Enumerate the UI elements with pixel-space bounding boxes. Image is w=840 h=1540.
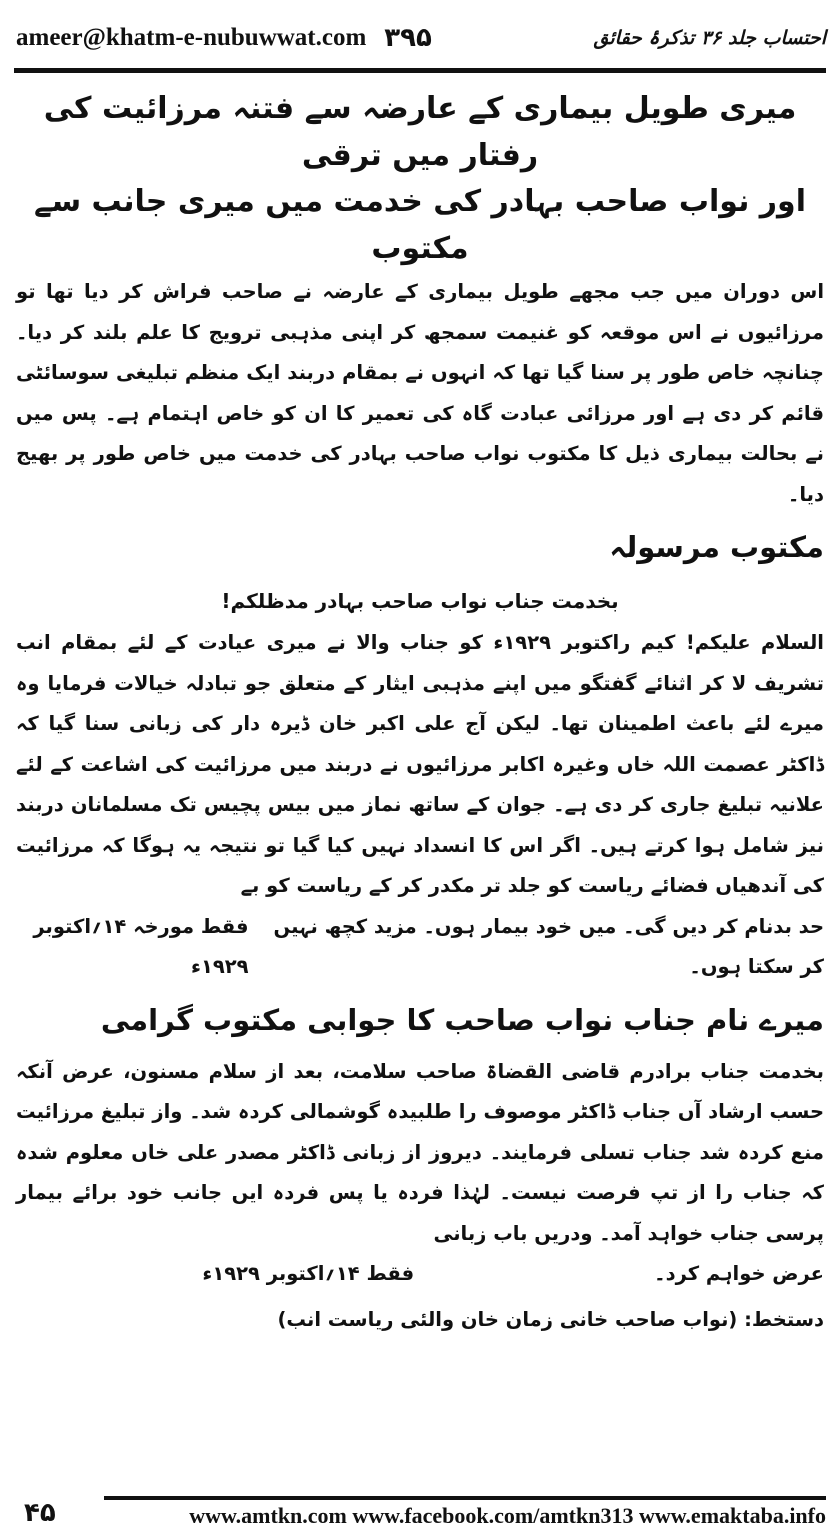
letter-heading: مکتوب مرسولہ — [609, 530, 824, 564]
title-line-2: اور نواب صاحب بہادر کی خدمت میں میری جانب سے مکتوب — [34, 184, 806, 266]
page-footer — [14, 1494, 826, 1532]
letter-salutation: بخدمت جناب نواب صاحب بہادر مدظلکم! — [221, 589, 619, 613]
running-title: احتساب جلد ۳۶ تذکرۂ حقائق — [593, 27, 826, 49]
page-header — [16, 14, 826, 62]
reply-body: بخدمت جناب برادرم قاضی القضاۃ صاحب سلامت، بعد از سلام مسنون، عرض آنکہ حسب ارشاد آں جناب ڈاکٹر موصوف را طلبیدہ گوشمالی کردہ شد۔ واز تبلیغ مرزائیت منع کردہ شد جناب تسلی فرمایند۔ دیروز از زبانی ڈاکٹر مصدر علی خاں معلوم شدہ کہ جناب را از تپ فرصت نیست۔ لہٰذا فردہ یا پس فردہ ایں جانب خود برائے بیمار پرسی جناب خواہد آمد۔ ودریں باب زبانی — [16, 1059, 824, 1245]
header-left — [16, 23, 432, 53]
intro-paragraph: اس دوران میں جب مجھے طویل بیماری کے عارضہ نے صاحب فراش کر دیا تھا تو مرزائیوں نے اس موقعہ کو غنیمت سمجھ کر اپنی مذہبی ترویج کا علم بلند کر دیا۔ چنانچہ خاص طور پر سنا گیا تھا کہ انہوں نے بمقام دربند ایک منظم تبلیغی سوسائٹی قائم کر دی ہے اور مرزائی عبادت گاہ کی تعمیر کا ان کو خاص اہتمام ہے۔ پس میں نے بحالت بیماری ذیل کا مکتوب نواب صاحب بہادر کی خدمت میں خاص طور پر بھیج دیا۔ — [16, 280, 824, 506]
reply-last-line: عرض خواہم کرد۔ — [654, 1262, 824, 1285]
letter-closing-line — [16, 907, 824, 988]
footer-bar — [104, 1496, 826, 1532]
title-line-1: میری طویل بیماری کے عارضہ سے فتنہ مرزائیت کی رفتار میں ترقی — [43, 91, 797, 173]
letter-date: فقط مورخہ ۱۴؍اکتوبر ۱۹۲۹ء — [33, 914, 249, 978]
page-content — [16, 76, 824, 1342]
footer-links[interactable]: www.amtkn.com www.facebook.com/amtkn313 www.emaktaba.info — [189, 1503, 826, 1528]
page-number: ۳۹۵ — [384, 23, 432, 53]
letter-last-line: حد بدنام کر دیں گی۔ میں خود بیمار ہوں۔ مزید کچھ نہیں کر سکتا ہوں۔ — [273, 914, 824, 978]
email-address[interactable]: ameer@khatm-e-nubuwwat.com — [16, 24, 367, 51]
header-rule — [14, 68, 826, 73]
book-page-number: ۴۵ — [24, 1498, 56, 1528]
letter-body: السلام علیکم! کیم راکتوبر ۱۹۲۹ء کو جناب والا نے میری عیادت کے لئے بمقام انب تشریف لا کر اثنائے گفتگو میں اپنے مذہبی ایثار کے متعلق جو تبادلہ خیالات فرمایا وہ میرے لئے باعث اطمینان تھا۔ لیکن آج علی اکبر خان ڈیرہ دار کی زبانی سنا گیا کہ ڈاکٹر عصمت اللہ خاں وغیرہ اکابر مرزائیوں نے دربند میں مرزائیت کی اشاعت کے لئے علانیہ تبلیغ جاری کر دی ہے۔ جوان کے ساتھ نماز میں بیس پچیس تک مسلمانان دربند نیز شامل ہوا کرتے ہیں۔ اگر اس کا انسداد نہیں کیا گیا تو نتیجہ یہ ہوگا کہ مرزائیت کی آندھیاں فضائے ریاست کو جلد تر مکدر کر کے ریاست کو بے — [16, 631, 824, 897]
reply-closing-line — [16, 1254, 824, 1294]
reply-date: فقط ۱۴؍اکتوبر ۱۹۲۹ء — [202, 1262, 415, 1285]
reply-signature: دستخط: (نواب صاحب خانی زمان خان والئی ریاست انب) — [277, 1308, 824, 1331]
reply-heading: میرے نام جناب نواب صاحب کا جوابی مکتوب گرامی — [100, 1002, 824, 1037]
